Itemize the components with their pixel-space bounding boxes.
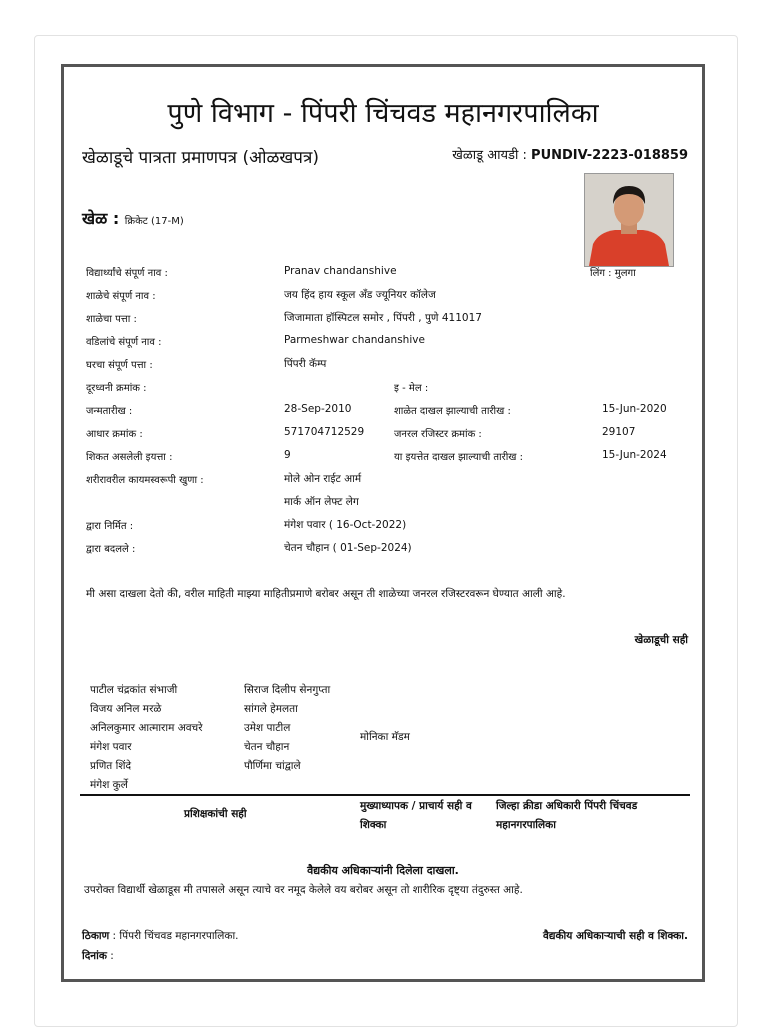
std-admission-label: या इयत्तेत दाखल झाल्याची तारीख : — [394, 452, 524, 463]
sport-label: खेळ : — [82, 209, 120, 228]
player-id — [452, 145, 688, 163]
medical-text: उपरोक्त विद्यार्थी खेळाडूस मी तपासले असून त्याचे वर नमूद केलेले वय बरोबर असून तो शारीरिक दृष्ट्या तंदुरुस्त आहे. — [84, 884, 523, 896]
date — [82, 949, 114, 963]
gender — [590, 265, 636, 279]
coach-name: सिराज दिलीप सेनगुप्ता — [244, 684, 331, 696]
gen-register-label: जनरल रजिस्टर क्रमांक : — [394, 429, 482, 440]
email-label: इ - मेल : — [394, 383, 429, 394]
player-id-value: PUNDIV-2223-018859 — [531, 148, 688, 163]
medical-officer-signature-label: वैद्यकीय अधिकाऱ्याची सही व शिक्का. — [543, 930, 688, 942]
modified-by-value: चेतन चौहान ( 01-Sep-2024) — [284, 542, 412, 554]
gender-label: लिंग : — [590, 268, 612, 279]
modified-by-label: द्वारा बदलले : — [86, 544, 136, 555]
place-value: : पिंपरी चिंचवड महानगरपालिका. — [112, 930, 239, 942]
marks-label: शरीरावरील कायमस्वरूपी खुणा : — [86, 475, 204, 486]
school-address-label: शाळेचा पत्ता : — [86, 314, 137, 325]
school-address-value: जिजामाता हॉस्पिटल समोर , पिंपरी , पुणे 411017 — [284, 312, 482, 324]
certificate-subtitle: खेळाडूचे पात्रता प्रमाणपत्र (ओळखपत्र) — [82, 148, 319, 168]
aadhar-label: आधार क्रमांक : — [86, 429, 143, 440]
officer-signature-line2: महानगरपालिका — [496, 819, 556, 831]
place-label: ठिकाण — [82, 930, 110, 942]
std-admission-value: 15-Jun-2024 — [602, 449, 667, 461]
coach-name: मोनिका मॅडम — [360, 731, 410, 743]
coach-name: पौर्णिमा चांद्वाले — [244, 760, 301, 772]
phone-label: दूरध्वनी क्रमांक : — [86, 383, 147, 394]
sport — [82, 207, 184, 229]
coach-signature-label: प्रशिक्षकांची सही — [184, 808, 247, 820]
school-name-value: जय हिंद हाय स्कूल अँड ज्यूनियर कॉलेज — [284, 289, 436, 301]
marks-value-2: मार्क ऑन लेफ्ट लेग — [284, 496, 359, 508]
principal-signature-line1: मुख्याध्यापक / प्राचार्य सही व — [360, 800, 472, 812]
coach-name: पाटील चंद्रकांत संभाजी — [90, 684, 178, 696]
coach-name: सांगले हेमलता — [244, 703, 298, 715]
student-name-value: Pranav chandanshive — [284, 265, 397, 277]
divider-line — [80, 794, 690, 796]
school-name-label: शाळेचे संपूर्ण नाव : — [86, 291, 156, 302]
sport-value: क्रिकेट (17-M) — [124, 216, 184, 227]
coach-name: चेतन चौहान — [244, 741, 290, 753]
date-value: : — [110, 950, 114, 962]
created-by-value: मंगेश पवार ( 16-Oct-2022) — [284, 519, 407, 531]
dob-value: 28-Sep-2010 — [284, 403, 352, 415]
gender-value: मुलगा — [614, 268, 636, 279]
declaration-text: मी असा दाखला देतो की, वरील माहिती माझ्या माहितीप्रमाणे बरोबर असून ती शाळेच्या जनरल रजिस्टरवरून घेण्यात आली आहे. — [86, 588, 566, 600]
coach-name: उमेश पाटील — [244, 722, 291, 734]
father-name-label: वडिलांचे संपूर्ण नाव : — [86, 337, 162, 348]
player-signature-label: खेळाडूची सही — [634, 634, 688, 646]
date-label: दिनांक — [82, 950, 107, 962]
principal-signature-line2: शिक्का — [360, 819, 387, 831]
student-name-label: विद्यार्थ्यांचे संपूर्ण नाव : — [86, 268, 168, 279]
officer-signature-line1: जिल्हा क्रीडा अधिकारी पिंपरी चिंचवड — [496, 800, 638, 812]
medical-heading: वैद्यकीय अधिकाऱ्यांनी दिलेला दाखला. — [307, 864, 459, 877]
student-photo-image — [585, 174, 673, 266]
coach-name: अनिलकुमार आत्माराम अवचरे — [90, 722, 203, 734]
certificate-title: पुणे विभाग - पिंपरी चिंचवड महानगरपालिका — [167, 98, 599, 129]
home-address-value: पिंपरी कॅम्प — [284, 358, 327, 370]
standard-value: 9 — [284, 449, 291, 461]
gen-register-value: 29107 — [602, 426, 636, 438]
dob-label: जन्मतारीख : — [86, 406, 133, 417]
marks-value-1: मोले ओन राईट आर्म — [284, 473, 362, 485]
coach-name: मंगेश कुर्ले — [90, 779, 128, 791]
school-admission-value: 15-Jun-2020 — [602, 403, 667, 415]
aadhar-value: 571704712529 — [284, 426, 365, 438]
created-by-label: द्वारा निर्मित : — [86, 521, 134, 532]
player-id-label: खेळाडू आयडी : — [452, 148, 527, 163]
coach-name: प्रणित शिंदे — [90, 760, 132, 772]
place — [82, 929, 239, 943]
certificate — [61, 64, 705, 982]
standard-label: शिकत असलेली इयत्ता : — [86, 452, 173, 463]
coach-name: मंगेश पवार — [90, 741, 132, 753]
coach-name: विजय अनिल मरळे — [90, 703, 162, 715]
father-name-value: Parmeshwar chandanshive — [284, 334, 425, 346]
student-photo — [584, 173, 674, 267]
home-address-label: घरचा संपूर्ण पत्ता : — [86, 360, 153, 371]
school-admission-label: शाळेत दाखल झाल्याची तारीख : — [394, 406, 511, 417]
